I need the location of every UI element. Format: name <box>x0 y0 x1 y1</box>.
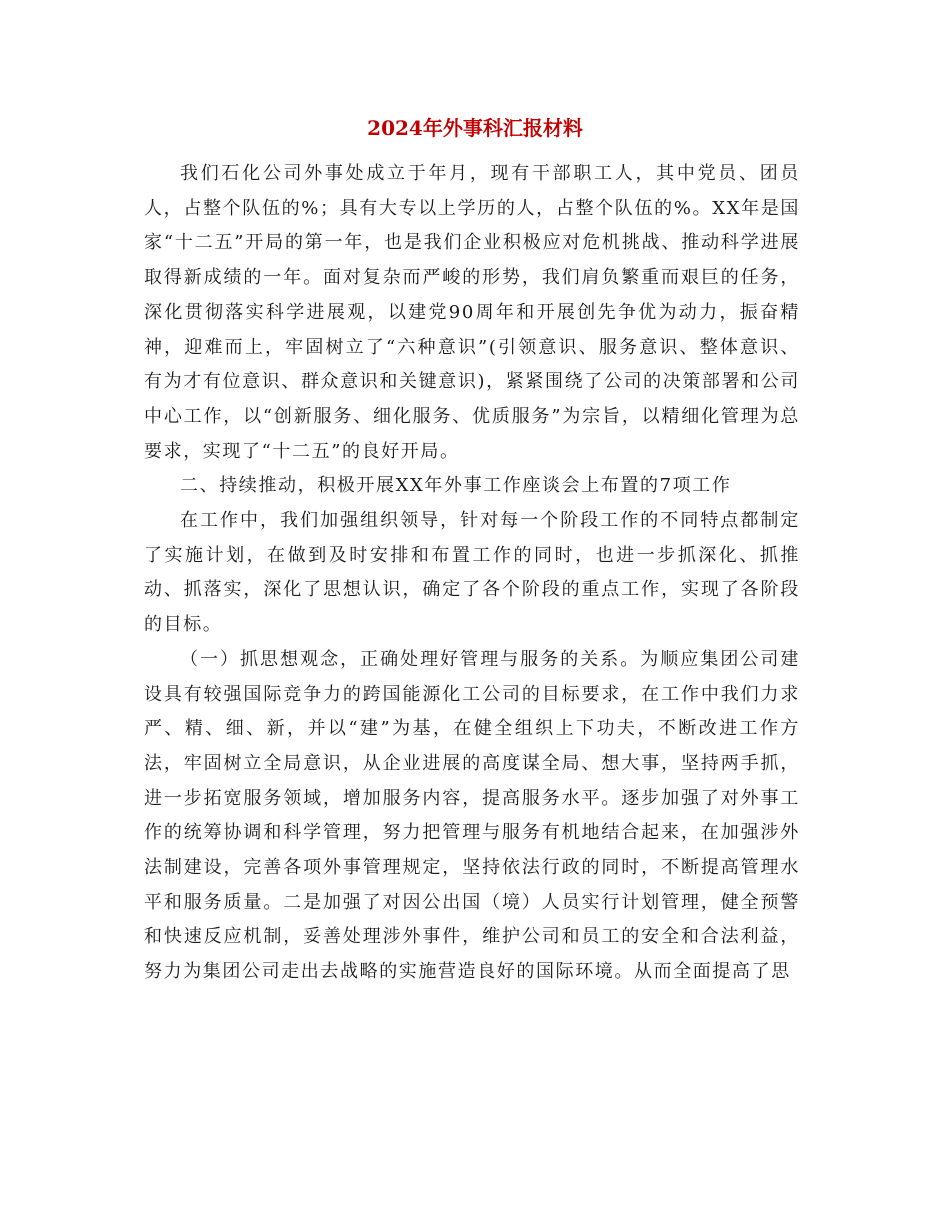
paragraph-item-1: （一）抓思想观念，正确处理好管理与服务的关系。为顺应集团公司建设具有较强国际竞争力的跨国能源化工公司的目标要求，在工作中我们力求严、精、细、新，并以“建”为基，在健全组织上下功夫，不断改进工作方法，牢固树立全局意识，从企业进展的高度谋全局、想大事，坚持两手抓，进一步拓宽服务领域，增加服务内容，提高服务水平。逐步加强了对外事工作的统筹协调和科学管理，努力把管理与服务有机地结合起来，在加强涉外法制建设，完善各项外事管理规定，坚持依法行政的同时，不断提高管理水平和服务质量。二是加强了对因公出国（境）人员实行计划管理，健全预警和快速反应机制，妥善处理涉外事件，维护公司和员工的安全和合法利益，努力为集团公司走出去战略的实施营造良好的国际环境。从而全面提高了思 <box>144 648 800 983</box>
section-heading-2: 二、持续推动，积极开展XX年外事工作座谈会上布置的7项工作 <box>180 475 732 497</box>
paragraph-intro: 我们石化公司外事处成立于年月，现有干部职工人，其中党员、团员人，占整个队伍的%；具有大专以上学历的人，占整个队伍的%。XX年是国家“十二五”开局的第一年，也是我们企业积极应对危机挑战、推动科学进展取得新成绩的一年。面对复杂而严峻的形势，我们肩负繁重而艰巨的任务，深化贯彻落实科学进展观，以建党90周年和开展创先争优为动力，振奋精神，迎难而上，牢固树立了“六种意识”(引领意识、服务意识、整体意识、有为才有位意识、群众意识和关键意识)，紧紧围绕了公司的决策部署和公司中心工作，以“创新服务、细化服务、优质服务”为宗旨，以精细化管理为总要求，实现了“十二五”的良好开局。 <box>144 163 800 462</box>
paragraph-work-overview: 在工作中，我们加强组织领导，针对每一个阶段工作的不同特点都制定了实施计划，在做到及时安排和布置工作的同时，也进一步抓深化、抓推动、抓落实，深化了思想认识，确定了各个阶段的重点工作，实现了各阶段的目标。 <box>144 510 800 636</box>
document-body <box>144 157 800 990</box>
document-title: 2024年外事科汇报材料 <box>367 116 583 140</box>
